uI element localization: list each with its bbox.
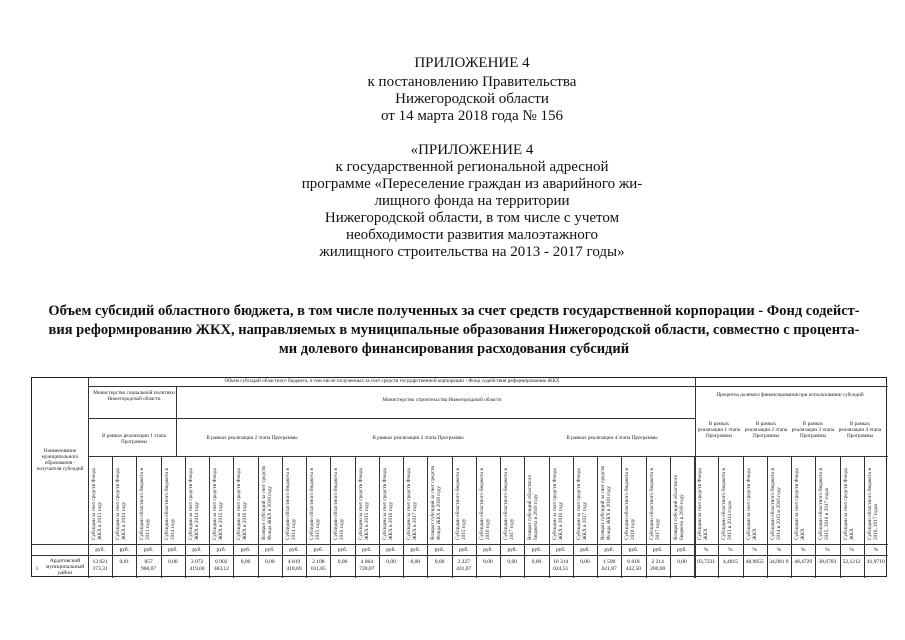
pct-stage3-header: В рамках реализации 3 этапа Программы [791, 421, 835, 439]
column-header: Возврат субсидий областного бюджета в 2018 году [672, 474, 685, 540]
column-header: Возврат субсидий за счет средств Фонда ЖКХ в 2018 году [600, 466, 613, 540]
unit-cell: руб. [362, 547, 372, 553]
unit-cell: % [825, 547, 830, 553]
value-cell: 3 227 431,07 [456, 559, 472, 572]
value-cell: 0,00 [386, 559, 396, 565]
value-cell: 0,00 [507, 559, 518, 565]
unit-cell: руб. [265, 547, 275, 553]
column-header: Субсидии областного бюджета в 2016, 2017 годах [866, 468, 879, 540]
column-header: Субсидии за счет средств Фонда ЖКХ в 2014 году [187, 468, 200, 540]
unit-cell: руб. [507, 547, 517, 553]
unit-cell: руб. [337, 547, 348, 553]
column-header: Субсидии за счет средств Фонда ЖКХ [697, 468, 710, 540]
column-header: Субсидии областного бюджета в 2014 году [163, 468, 176, 540]
unit-cell: % [728, 547, 733, 553]
subsidy-table [31, 377, 887, 577]
value-cell: 48,9055 [745, 559, 764, 565]
column-header: Субсидии областного бюджета в 2013 и 2014 годах [721, 468, 734, 540]
unit-cell: % [752, 547, 757, 553]
stage4-header: В рамках реализации 4 этапа Программы [566, 435, 658, 441]
column-header: Субсидии за счет средств Фонда ЖКХ в 2016 году [236, 468, 249, 540]
column-header: Субсидии областного бюджета в 2014 и 2015 и 2016 году [769, 468, 782, 540]
column-header: Возврат субсидий за счет средств Фонда ЖКХ в 2018 году [260, 466, 273, 540]
value-cell: 4,4815 [722, 559, 738, 565]
stage1-header: В рамках реализации 1 этапа Программы [102, 433, 166, 445]
value-cell: 4 819 418,69 [286, 559, 302, 572]
unit-cell: руб. [434, 547, 445, 553]
value-cell: 0,00 [677, 559, 687, 565]
unit-cell: руб. [168, 547, 178, 553]
column-header: Субсидии за счет средств Фонда ЖКХ в 2013 году [91, 468, 103, 540]
stage2-header: В рамках реализации 2 этапа Программы [206, 435, 298, 441]
column-header: Субсидии за счет средств Фонда ЖКХ в 2017 году [406, 468, 419, 540]
unit-cell: руб. [483, 547, 493, 553]
value-cell: 1 590 621,87 [601, 559, 617, 572]
unit-cell: руб. [677, 547, 687, 553]
unit-cell: % [849, 547, 854, 553]
column-header: Субсидии областного бюджета в 2017 году [648, 468, 661, 540]
value-cell: 93,7231 [697, 559, 716, 565]
value-cell: 0,00 [168, 559, 178, 565]
column-header: Субсидии за счет средств Фонда ЖКХ [842, 468, 855, 540]
column-header: Субсидии областного бюджета в 2014 году [284, 468, 297, 540]
unit-cell: руб. [192, 547, 202, 553]
decree-line: Нижегородской области [395, 91, 549, 107]
unit-cell: руб. [652, 547, 663, 553]
column-header: Субсидии за счет средств Фонда ЖКХ в 2016 году [551, 468, 564, 540]
value-cell: 857 960,07 [141, 559, 157, 572]
value-cell: 0,00 [264, 559, 275, 565]
unit-cell: руб. [458, 547, 469, 553]
column-header: Субсидии за счет средств Фонда ЖКХ [794, 468, 807, 540]
grid-line [88, 386, 888, 387]
unit-cell: руб. [628, 547, 639, 553]
value-cell: 34,901 0 [769, 559, 789, 565]
program-appendix-label: «ПРИЛОЖЕНИЕ 4 [410, 142, 534, 158]
percent-header: Проценты долевого финансирования при использовании субсидий [716, 392, 864, 398]
program-line: лищного фонда на территории [374, 193, 570, 209]
appendix-label: ПРИЛОЖЕНИЕ 4 [414, 55, 530, 71]
program-line: необходимости развития малоэтажного [345, 227, 599, 243]
column-header: Субсидии за счет средств Фонда ЖКХ [745, 468, 758, 540]
column-header: Возврат субсидий областного бюджета в 2018 году [527, 474, 540, 540]
title-line: ми долевого финансирования расходования субсидий [278, 341, 630, 357]
value-cell: 48,4729 [794, 559, 813, 565]
unit-cell: руб. [216, 547, 227, 553]
row-header: Наименование муниципального образования - получателя субсидий [36, 448, 84, 472]
decree-line: к постановлению Правительства [367, 74, 577, 90]
unit-cell: руб. [143, 547, 154, 553]
unit-cell: руб. [410, 547, 421, 553]
value-cell: 0,00 [337, 559, 348, 565]
value-cell: 0,00 [580, 559, 590, 565]
column-header: Субсидии областного бюджета в 2015 году [309, 468, 322, 540]
unit-cell: руб. [604, 547, 614, 553]
unit-cell: % [873, 547, 879, 553]
program-line: программе «Переселение граждан из аварийного жи- [301, 176, 643, 192]
unit-cell: руб. [289, 547, 299, 553]
unit-cell: руб. [555, 547, 566, 553]
unit-cell: % [776, 547, 782, 553]
grid-line [176, 386, 177, 456]
column-header: Субсидии областного бюджета в 2016 году [624, 468, 637, 540]
value-cell: 41,9710 [866, 559, 885, 565]
program-line: к государственной региональной адресной [335, 159, 609, 175]
value-cell: 0,01 [119, 559, 130, 565]
value-cell: 0,00 [483, 559, 493, 565]
row-name: Ардатовский муниципальный район [45, 558, 85, 576]
value-cell: 6 818 432,50 [625, 559, 641, 572]
document-title [18, 302, 890, 359]
value-cell: 10 314 024,51 [553, 559, 569, 572]
column-header: Субсидии за счет средств Фонда ЖКХ в 2015 году [212, 468, 225, 540]
title-line: Объем субсидий областного бюджета, в том числе полученных за счет средств государственной корпорации - Фонд содейст- [48, 303, 860, 319]
pct-stage2-header: В рамках реализации 2 этапа Программы [744, 421, 788, 439]
unit-cell: руб. [386, 547, 396, 553]
column-header: Субсидии областного бюджета в 2016 году [333, 468, 346, 540]
stage3-header: В рамках реализации 3 этапа Программы [372, 435, 464, 441]
unit-cell: % [800, 547, 806, 553]
title-line: вия реформированию ЖКХ, направляемых в муниципальные образования Нижегородской области, совместно с процента- [48, 322, 860, 338]
pct-stage1-header: В рамках реализации 1 этапа Программы [697, 421, 741, 439]
ministry-social-header: Министерство социальной политики Нижегородской области [93, 390, 175, 402]
value-cell: 38,6783 [818, 559, 837, 565]
value-cell: 2 214 200,00 [650, 559, 666, 572]
ministry-build-header: Министерство строительства Нижегородской области [382, 397, 502, 403]
unit-cell: руб. [119, 547, 130, 553]
value-cell: 2 108 011,85 [310, 559, 326, 572]
unit-cell: руб. [531, 547, 542, 553]
table-top-header: Объем субсидий областного бюджета, в том числе полученных за счет средств государственной корпорации - Фонд содействия реформированию ЖКХ [224, 378, 560, 384]
pct-stage4-header: В рамках реализации 4 этапа Программы [838, 421, 882, 439]
column-header: Субсидии за счет средств Фонда ЖКХ в 2014 году [115, 468, 128, 540]
unit-cell: % [703, 547, 709, 553]
column-header: Субсидии за счет средств Фонда ЖКХ в 2015 году [357, 468, 370, 540]
unit-cell: руб. [313, 547, 324, 553]
column-header: Субсидии областного бюджета в 2017 году [503, 468, 516, 540]
value-cell: 0,00 [240, 559, 251, 565]
value-cell: 4 064 720,07 [359, 559, 375, 572]
column-header: Субсидии областного бюджета в 2015, 2016 и 2017 годах [818, 468, 831, 540]
column-header: Субсидии областного бюджета в 2016 году [478, 468, 491, 540]
value-cell: 0,00 [434, 559, 445, 565]
column-header: Субсидии за счет средств Фонда ЖКХ в 2016 году [381, 468, 394, 540]
unit-cell: руб. [580, 547, 590, 553]
unit-cell: руб. [240, 547, 251, 553]
value-cell: 52,1212 [842, 559, 861, 565]
value-cell: 0,00 [410, 559, 421, 565]
value-cell: 3 072 419,00 [189, 559, 205, 572]
column-header: Субсидии за счет средств Фонда ЖКХ в 2017 году [575, 468, 588, 540]
decree-line: от 14 марта 2018 года № 156 [380, 108, 564, 124]
value-cell: 6 902 383,12 [213, 559, 229, 572]
column-header: Возврат субсидий за счет средств Фонда ЖКХ в 2018 году [430, 466, 443, 540]
column-header: Субсидии областного бюджета в 2013 году [139, 468, 152, 540]
value-cell: 0,00 [531, 559, 542, 565]
grid-line [88, 456, 888, 457]
grid-line [88, 418, 695, 419]
program-line: жилищного строительства на 2013 - 2017 годы» [319, 244, 625, 260]
row-number: 1 [35, 566, 39, 572]
column-header: Субсидии областного бюджета в 2015 году [454, 468, 467, 540]
value-cell: 13 621 373,31 [92, 559, 108, 572]
unit-cell: руб. [95, 547, 105, 553]
program-line: Нижегородской области, в том числе с учетом [324, 210, 620, 226]
